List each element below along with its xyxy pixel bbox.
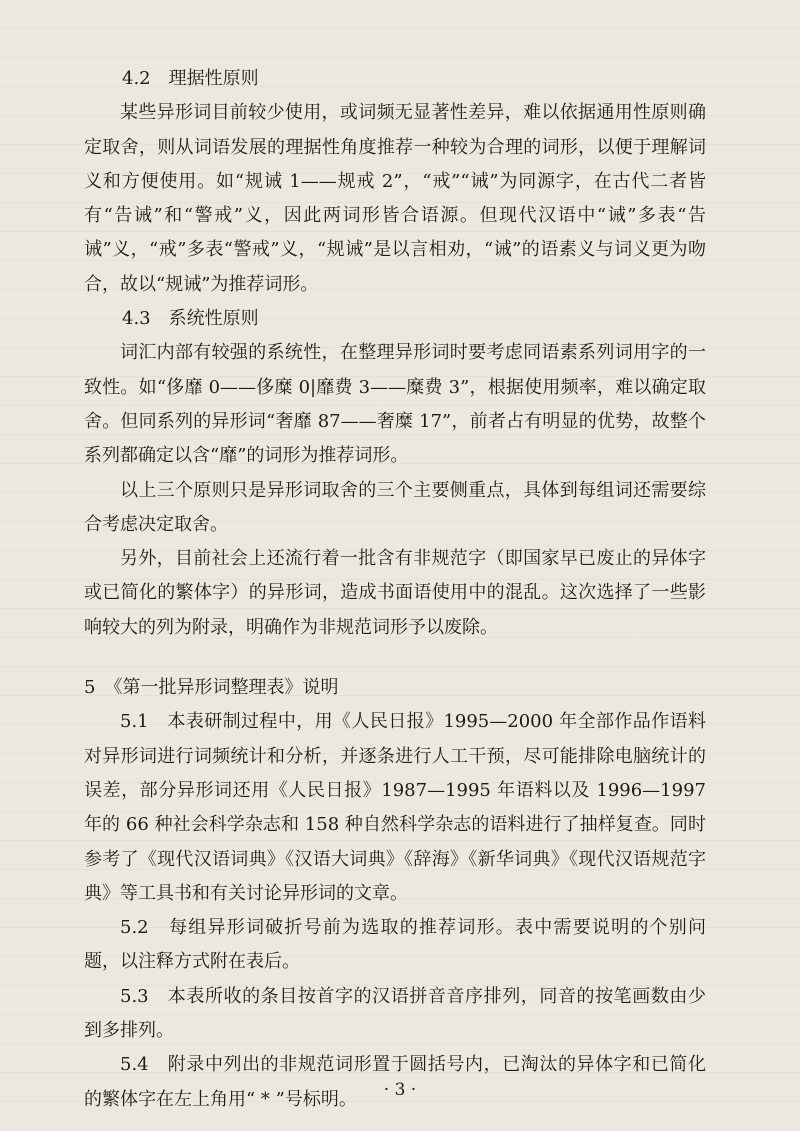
paragraph-5-1: 5.1 本表研制过程中，用《人民日报》1995—2000 年全部作品作语料对异形词进行词频统计和分析，并逐条进行人工干预，尽可能排除电脑统计的误差，部分异形词还用《人民日报》1987—1995 年语料以及 1996—1997 年的 66 种社会科学杂志和 158 种自然科学杂志的语料进行了抽样复查。同时参考了《现代汉语词典》《汉语大词典》《辞海》《新华词典》《现代汉语规范字典》等工具书和有关讨论异形词的文章。 (84, 711, 706, 904)
section-heading-5: 5 《第一批异形词整理表》说明 (84, 677, 339, 699)
paragraph-summary: 以上三个原则只是异形词取舍的三个主要侧重点，具体到每组词还需要综合考虑决定取舍。 (84, 479, 706, 535)
page-number: · 3 · (383, 1080, 417, 1100)
heading-4-2: 4.2 理据性原则 (122, 68, 259, 89)
paragraph-5-2: 5.2 每组异形词破折号前为选取的推荐词形。表中需要说明的个别问题，以注释方式附在表后。 (84, 917, 706, 973)
heading-4-3: 4.3 系统性原则 (122, 308, 259, 330)
paragraph-nonstandard: 另外，目前社会上还流行着一批含有非规范字（即国家早已废止的异体字或已简化的繁体字）的异形词，造成书面语使用中的混乱。这次选择了一些影响较大的列为附录，明确作为非规范词形予以废除。 (84, 548, 706, 638)
paragraph-rationale: 某些异形词目前较少使用，或词频无显著性差异，难以依据通用性原则确定取舍，则从词语发展的理据性角度推荐一种较为合理的词形，以便于理解词义和方便使用。如“规诫 1——规戒 2”，“戒”“诫”为同源字，在古代二者皆有“告诫”和“警戒”义，因此两词形皆合语源。但现代汉语中“诫”多表“告诫”义，“戒”多表“警戒”义，“规诫”是以言相劝，“诫”的语素义与词义更为吻合，故以“规诫”为推荐词形。 (84, 102, 706, 295)
paragraph-systematic: 词汇内部有较强的系统性，在整理异形词时要考虑同语素系列词用字的一致性。如“侈靡 0——侈糜 0|靡费 3——糜费 3”，根据使用频率，难以确定取舍。但同系列的异形词“奢靡 87——奢糜 17”，前者占有明显的优势，故整个系列都确定以含“靡”的词形为推荐词形。 (84, 342, 706, 467)
spacer (84, 645, 706, 667)
paragraph-5-3: 5.3 本表所收的条目按首字的汉语拼音音序排列，同音的按笔画数由少到多排列。 (84, 985, 706, 1042)
paragraph-5-4: 5.4 附录中列出的非规范词形置于圆括号内，已淘汰的异体字和已简化的繁体字在左上角用“ * ”号标明。 (84, 1054, 706, 1110)
body-text (84, 62, 706, 1117)
